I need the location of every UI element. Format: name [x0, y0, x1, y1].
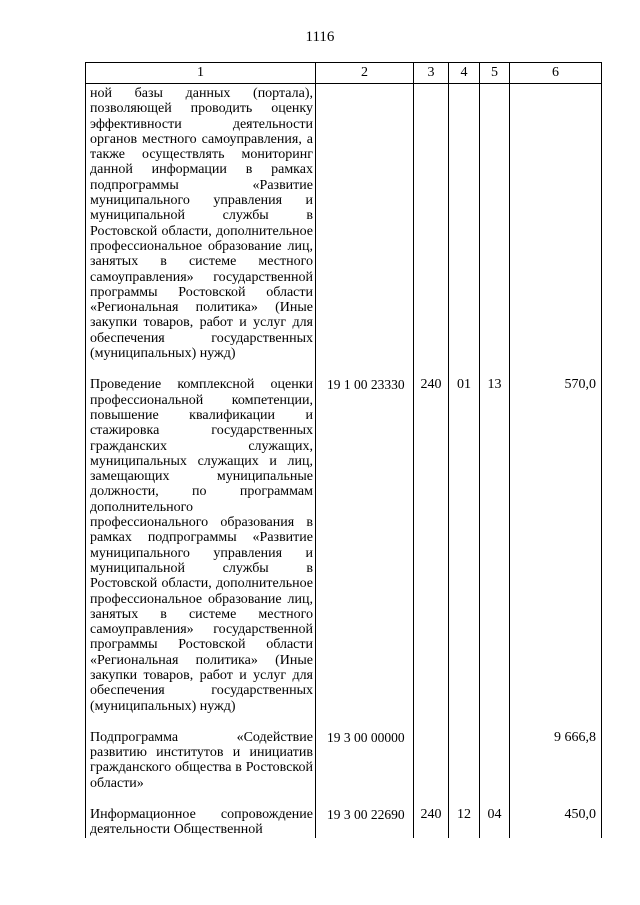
table-row [86, 728, 602, 791]
column-header: 6 [510, 63, 602, 84]
table-row [86, 375, 602, 714]
row-spacer [86, 714, 602, 728]
row-spacer [86, 361, 602, 375]
row-subsection: 13 [480, 375, 510, 714]
table-header-row [86, 63, 602, 84]
row-description: ной базы данных (портала), позволяющей проводить оценку эффективности деятельности органов местного самоуправления, а также осуществлять мониторинг данной информации в рамках подпрограммы «Развитие муниципального управления и муниципальной службы в Ростовской области, дополнительное профессиональное образование лиц, занятых в системе местного самоуправления» государственной программы Ростовской области «Региональная политика» (Иные закупки товаров, работ и услуг для обеспечения государственных (муниципальных) нужд) [90, 86, 313, 362]
row-section [449, 84, 480, 362]
row-subsection [480, 728, 510, 791]
budget-table [85, 62, 602, 838]
column-header: 3 [414, 63, 449, 84]
row-amount: 570,0 [510, 375, 602, 714]
row-code [316, 84, 414, 362]
row-expense-type [414, 84, 449, 362]
row-section: 01 [449, 375, 480, 714]
row-subsection: 04 [480, 805, 510, 838]
row-subsection [480, 84, 510, 362]
column-header: 4 [449, 63, 480, 84]
row-spacer [86, 791, 602, 805]
row-amount: 9 666,8 [510, 728, 602, 791]
row-expense-type: 240 [414, 805, 449, 838]
row-section: 12 [449, 805, 480, 838]
column-header: 1 [86, 63, 316, 84]
row-code: 19 1 00 23330 [316, 375, 414, 714]
row-section [449, 728, 480, 791]
row-expense-type [414, 728, 449, 791]
row-description: Подпрограмма «Содействие развитию институтов и инициатив гражданского общества в Ростовской области» [90, 729, 313, 791]
row-code: 19 3 00 00000 [316, 728, 414, 791]
table-row [86, 805, 602, 838]
column-header: 2 [316, 63, 414, 84]
row-expense-type: 240 [414, 375, 449, 714]
column-header: 5 [480, 63, 510, 84]
row-amount [510, 84, 602, 362]
row-description: Информационное сопровождение деятельности Общественной [90, 807, 313, 838]
row-amount: 450,0 [510, 805, 602, 838]
table-row [86, 84, 602, 362]
row-code: 19 3 00 22690 [316, 805, 414, 838]
row-description: Проведение комплексной оценки профессиональной компетенции, повышение квалификации и стажировка государственных гражданских служащих, муниципальных служащих и лиц, замещающих муниципальные должности, по программам дополнительного профессионального образования в рамках подпрограммы «Развитие муниципального управления и муниципальной службы в Ростовской области, дополнительное профессиональное образование лиц, занятых в системе местного самоуправления» государственной программы Ростовской области «Региональная политика» (Иные закупки товаров, работ и услуг для обеспечения государственных (муниципальных) нужд) [90, 377, 313, 714]
page-number: 1116 [305, 29, 335, 45]
